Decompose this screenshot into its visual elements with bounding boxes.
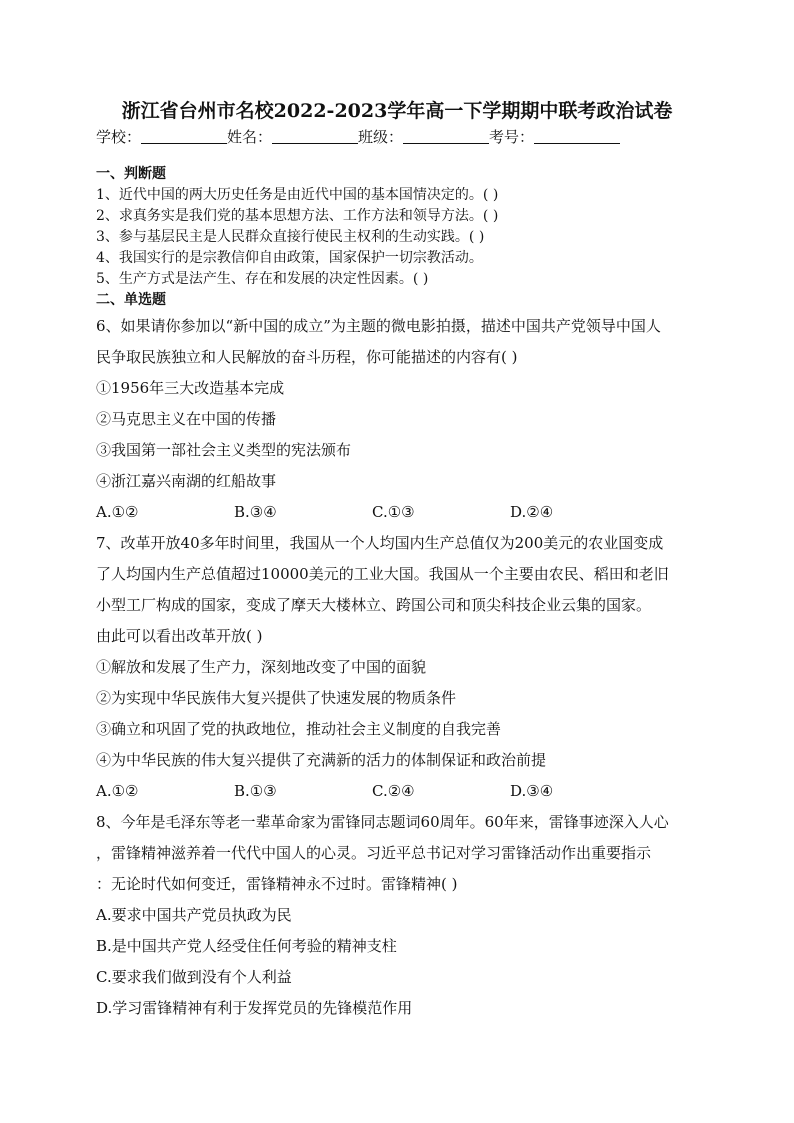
- option-d: D.③④: [510, 782, 554, 800]
- school-blank: [141, 129, 227, 144]
- option-c: C.②④: [372, 782, 415, 800]
- question-6-statement: ④浙江嘉兴南湖的红船故事: [96, 472, 277, 490]
- page-title: 浙江省台州市名校2022-2023学年高一下学期期中联考政治试卷: [121, 100, 673, 122]
- question-7-stem-line: 7、改革开放40多年时间里，我国从一个人均国内生产总值仅为200美元的农业国变成: [96, 534, 664, 552]
- question-7-options: [96, 776, 716, 807]
- option-d: D.学习雷锋精神有利于发挥党员的先锋模范作用: [96, 999, 413, 1017]
- class-label: 班级：: [358, 128, 404, 146]
- question-6-stem-line: 民争取民族独立和人民解放的奋斗历程，你可能描述的内容有( ): [96, 348, 518, 366]
- option-b: B.①③: [234, 782, 277, 800]
- question-8-stem-line: 8、今年是毛泽东等老一辈革命家为雷锋同志题词60周年。60年来，雷锋事迹深入人心: [96, 813, 669, 831]
- question-7-stem-line: 小型工厂构成的国家，变成了摩天大楼林立、跨国公司和顶尖科技企业云集的国家。: [96, 596, 652, 614]
- question-6-statement: ①1956年三大改造基本完成: [96, 379, 285, 397]
- question-6-statement: ③我国第一部社会主义类型的宪法颁布: [96, 441, 352, 459]
- tf-question-2: 2、求真务实是我们党的基本思想方法、工作方法和领导方法。( ): [96, 208, 499, 224]
- option-c: C.①③: [372, 503, 415, 521]
- question-8: [96, 807, 716, 1024]
- section-heading-single-choice: 二、单选题: [96, 292, 166, 308]
- question-7-statement: ①解放和发展了生产力，深刻地改变了中国的面貌: [96, 658, 427, 676]
- tf-question-5: 5、生产方式是法产生、存在和发展的决定性因素。( ): [96, 271, 429, 287]
- tf-question-1: 1、近代中国的两大历史任务是由近代中国的基本国情决定的。( ): [96, 187, 499, 203]
- question-6-options: [96, 497, 716, 528]
- question-6-statement: ②马克思主义在中国的传播: [96, 410, 277, 428]
- tf-question-4: 4、我国实行的是宗教信仰自由政策，国家保护一切宗教活动。: [96, 250, 483, 266]
- option-b: B.是中国共产党人经受住任何考验的精神支柱: [96, 937, 397, 955]
- question-7: [96, 528, 716, 807]
- class-blank: [403, 129, 489, 144]
- option-a: A.①②: [96, 503, 139, 521]
- question-7-stem-line: 了人均国内生产总值超过10000美元的工业大国。我国从一个主要由农民、稻田和老旧: [96, 565, 669, 583]
- option-b: B.③④: [234, 503, 277, 521]
- option-a: A.①②: [96, 782, 139, 800]
- name-label: 姓名：: [227, 128, 273, 146]
- question-8-stem-line: ，雷锋精神滋养着一代代中国人的心灵。习近平总书记对学习雷锋活动作出重要指示: [96, 844, 652, 862]
- question-7-statement: ④为中华民族的伟大复兴提供了充满新的活力的体制保证和政治前提: [96, 751, 547, 769]
- option-a: A.要求中国共产党员执政为民: [96, 906, 292, 924]
- option-d: D.②④: [510, 503, 554, 521]
- school-label: 学校：: [96, 128, 142, 146]
- student-info-line: [96, 126, 716, 147]
- name-blank: [272, 129, 358, 144]
- exam-no-label: 考号：: [489, 128, 535, 146]
- question-7-stem-line: 由此可以看出改革开放( ): [96, 627, 263, 645]
- tf-question-3: 3、参与基层民主是人民群众直接行使民主权利的生动实践。( ): [96, 229, 485, 245]
- question-6: [96, 311, 716, 528]
- question-8-stem-line: ：无论时代如何变迁，雷锋精神永不过时。雷锋精神( ): [96, 875, 458, 893]
- option-c: C.要求我们做到没有个人利益: [96, 968, 292, 986]
- question-7-statement: ②为实现中华民族伟大复兴提供了快速发展的物质条件: [96, 689, 457, 707]
- exam-no-blank: [534, 129, 620, 144]
- section-heading-true-false: 一、判断题: [96, 166, 166, 182]
- question-7-statement: ③确立和巩固了党的执政地位，推动社会主义制度的自我完善: [96, 720, 502, 738]
- exam-content: [96, 164, 716, 1024]
- question-6-stem-line: 6、如果请你参加以“新中国的成立”为主题的微电影拍摄，描述中国共产党领导中国人: [96, 317, 661, 335]
